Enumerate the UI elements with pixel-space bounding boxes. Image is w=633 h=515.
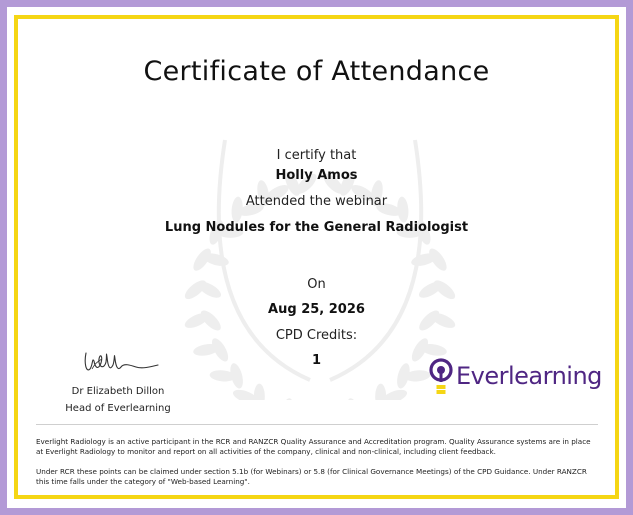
footer-paragraph-1: Everlight Radiology is an active participant in the RCR and RANZCR Quality Assurance and Accreditation program. Quality Assurance systems are in place at Everlight Radiology to monitor and report on all activities of the company, clinical and non-clinical, including client feedback. bbox=[36, 437, 591, 456]
logo-text: Everlearning bbox=[456, 362, 602, 390]
cpd-label: CPD Credits: bbox=[275, 328, 358, 343]
wreath-leaf bbox=[345, 397, 362, 400]
signatory-role: Head of Everlearning bbox=[65, 403, 171, 414]
cpd-value: 1 bbox=[311, 353, 322, 368]
footer-divider bbox=[36, 424, 598, 425]
attendee-name: Holly Amos bbox=[275, 168, 358, 183]
attendance-date: Aug 25, 2026 bbox=[268, 302, 365, 317]
webinar-title: Lung Nodules for the General Radiologist bbox=[164, 220, 469, 235]
lightbulb-icon bbox=[431, 360, 451, 394]
signature-icon bbox=[80, 343, 165, 379]
signatory-name: Dr Elizabeth Dillon bbox=[71, 386, 165, 397]
attended-text: Attended the webinar bbox=[245, 194, 388, 209]
wreath-leaf bbox=[254, 384, 265, 400]
footer-paragraph-2: Under RCR these points can be claimed under section 5.1b (for Webinars) or 5.8 (for Clinical Governance Meetings) of the CPD Guidance. Under RANZCR this time falls under the category of "Web-based Learning". bbox=[36, 467, 587, 486]
on-label: On bbox=[307, 277, 326, 292]
certify-text: I certify that bbox=[276, 148, 357, 163]
wreath-leaf bbox=[278, 397, 295, 400]
certificate-title: Certificate of Attendance bbox=[143, 56, 490, 87]
